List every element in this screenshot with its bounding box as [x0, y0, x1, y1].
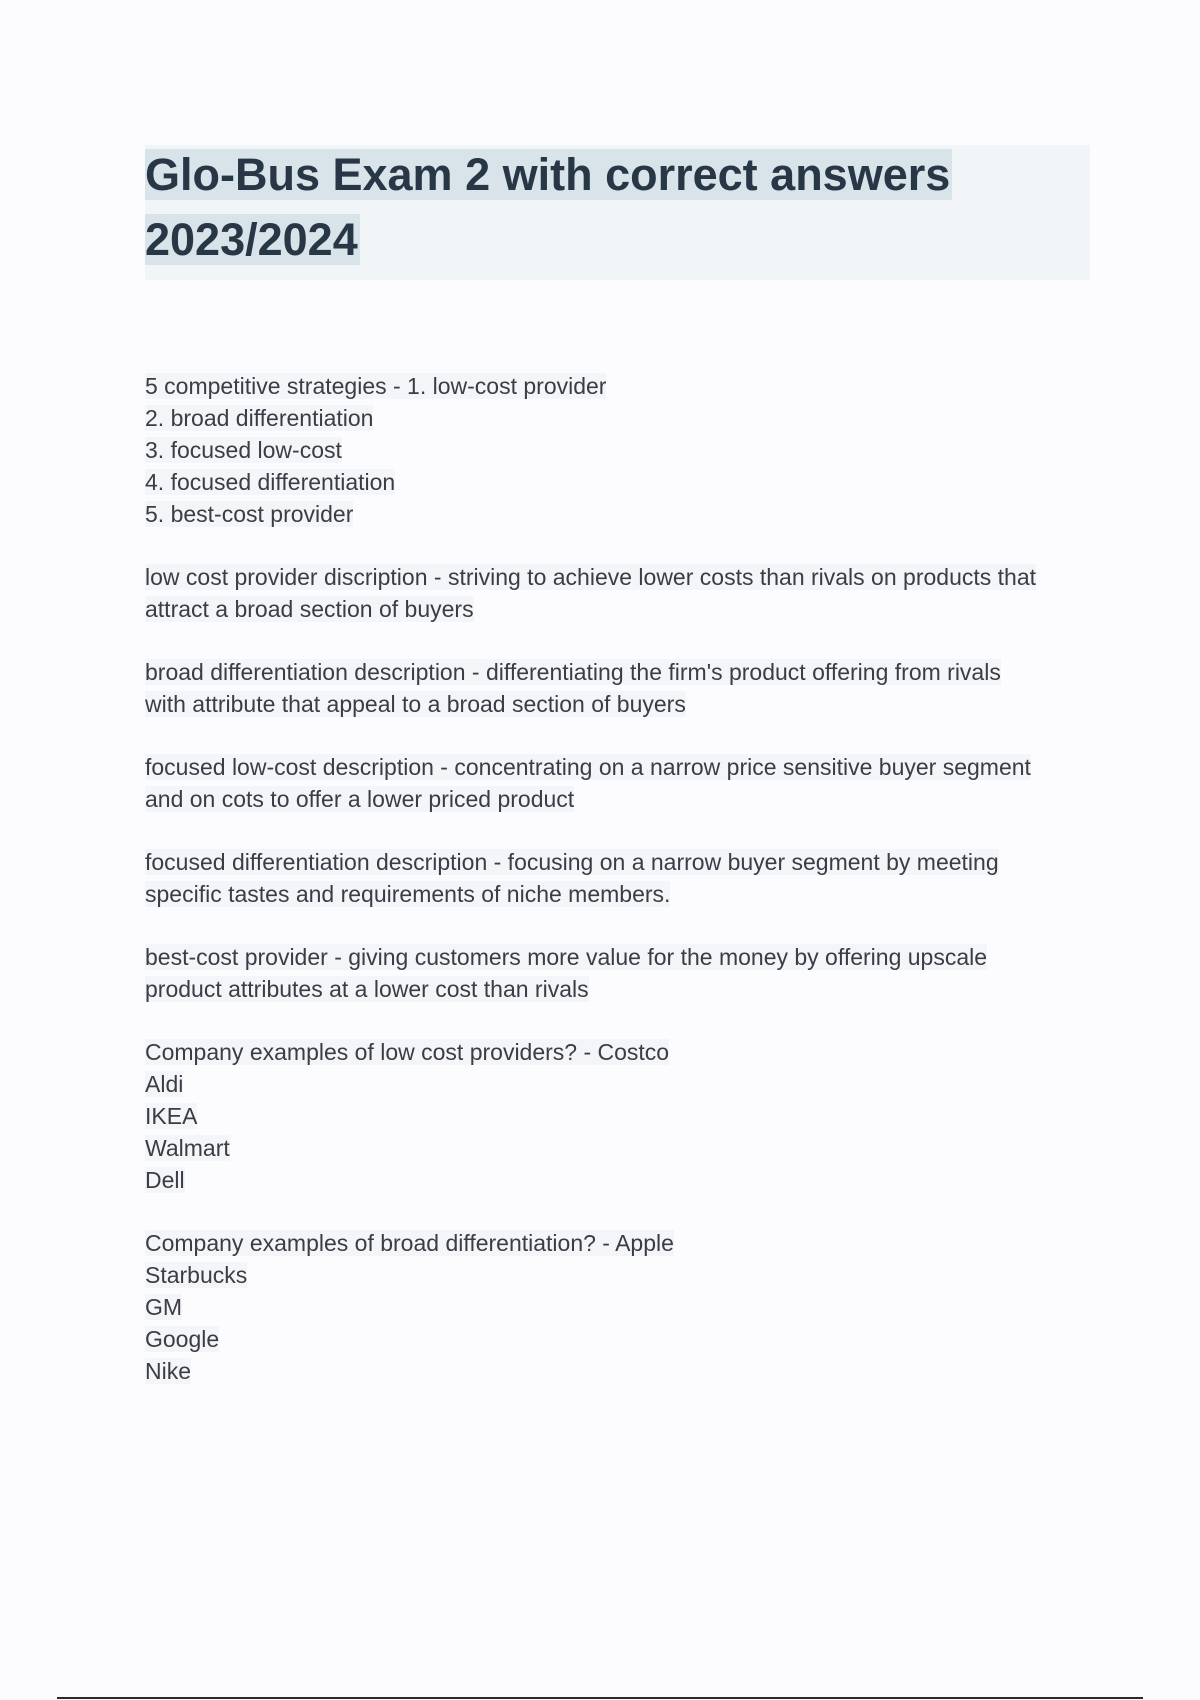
title-block — [145, 145, 1090, 280]
qa-entry-focused-differentiation — [145, 846, 1090, 910]
qa-line: Company examples of broad differentiation? - Apple — [145, 1230, 674, 1256]
qa-line: focused low-cost description - concentrating on a narrow price sensitive buyer segment — [145, 754, 1031, 780]
qa-line: Google — [145, 1326, 220, 1352]
qa-entry-low-cost-provider — [145, 561, 1090, 625]
qa-entry-low-cost-examples — [145, 1036, 1090, 1196]
qa-line: 5. best-cost provider — [145, 501, 354, 527]
qa-line: 2. broad differentiation — [145, 405, 374, 431]
qa-line: best-cost provider - giving customers more value for the money by offering upscale — [145, 944, 988, 970]
qa-line: Company examples of low cost providers? - Costco — [145, 1039, 670, 1065]
page-title-line-1: Glo-Bus Exam 2 with correct answers — [145, 149, 951, 200]
qa-line: 3. focused low-cost — [145, 437, 342, 463]
qa-line: and on cots to offer a lower priced product — [145, 786, 575, 812]
qa-content — [145, 370, 1090, 1418]
qa-line: GM — [145, 1294, 183, 1320]
qa-entry-best-cost-provider — [145, 941, 1090, 1005]
qa-line: 5 competitive strategies - 1. low-cost provider — [145, 373, 607, 399]
qa-entry-focused-low-cost — [145, 751, 1090, 815]
qa-entry-broad-differentiation-examples — [145, 1227, 1090, 1387]
qa-line: Dell — [145, 1167, 185, 1193]
qa-line: low cost provider discription - striving to achieve lower costs than rivals on products that — [145, 564, 1037, 590]
qa-line: Nike — [145, 1358, 192, 1384]
qa-line: broad differentiation description - differentiating the firm's product offering from rivals — [145, 659, 1001, 685]
qa-line: product attributes at a lower cost than rivals — [145, 976, 589, 1002]
qa-line: Aldi — [145, 1071, 184, 1097]
qa-line: Walmart — [145, 1135, 230, 1161]
qa-line: focused differentiation description - focusing on a narrow buyer segment by meeting — [145, 849, 999, 875]
qa-line: specific tastes and requirements of niche members. — [145, 881, 671, 907]
qa-line: Starbucks — [145, 1262, 248, 1288]
footer-divider — [57, 1697, 1143, 1699]
qa-entry-broad-differentiation — [145, 656, 1090, 720]
qa-line: IKEA — [145, 1103, 198, 1129]
qa-entry-competitive-strategies — [145, 370, 1090, 530]
qa-line: attract a broad section of buyers — [145, 596, 474, 622]
qa-line: with attribute that appeal to a broad section of buyers — [145, 691, 686, 717]
page-title-line-2: 2023/2024 — [145, 214, 358, 265]
qa-line: 4. focused differentiation — [145, 469, 396, 495]
